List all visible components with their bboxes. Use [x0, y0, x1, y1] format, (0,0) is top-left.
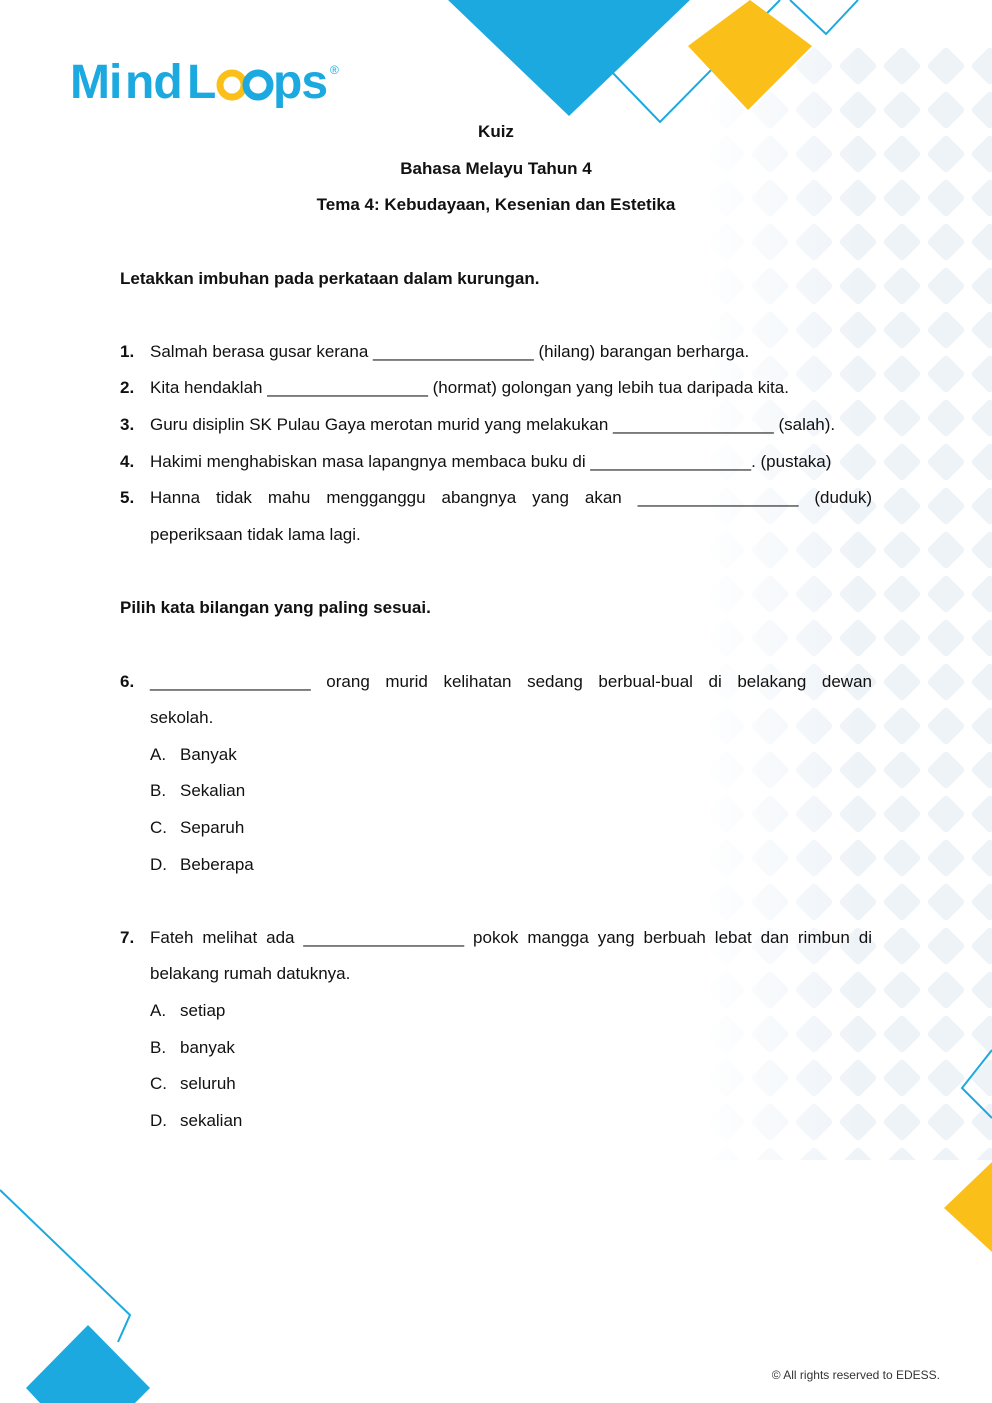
option-letter: C.	[150, 818, 167, 837]
option-text: seluruh	[180, 1074, 236, 1093]
question-number: 3.	[120, 415, 135, 434]
option-letter: C.	[150, 1074, 167, 1093]
bottom-blue-diamond	[26, 1325, 150, 1403]
option-6c	[150, 818, 244, 838]
option-letter: D.	[150, 1111, 167, 1130]
question-number: 6.	[120, 672, 135, 691]
question-text-line1: Hanna tidak mahu mengganggu abangnya yang akan _________________ (duduk)	[150, 488, 872, 507]
svg-text:L: L	[187, 56, 217, 109]
section1-instruction: Letakkan imbuhan pada perkataan dalam kurungan.	[120, 269, 540, 288]
option-text: sekalian	[180, 1111, 243, 1130]
question-text-line2: peperiksaan tidak lama lagi.	[150, 525, 361, 544]
question-text: Guru disiplin SK Pulau Gaya merotan murid yang melakukan _________________ (salah).	[150, 415, 836, 434]
question-number: 7.	[120, 928, 135, 947]
option-text: banyak	[180, 1038, 235, 1057]
subject-title: Bahasa Melayu Tahun 4	[400, 159, 592, 178]
question-text-line2: belakang rumah datuknya.	[150, 964, 351, 983]
question-text: Hakimi menghabiskan masa lapangnya membaca buku di _________________. (pustaka)	[150, 452, 832, 471]
option-letter: D.	[150, 855, 167, 874]
option-text: Banyak	[180, 745, 237, 764]
question-number: 5.	[120, 488, 135, 507]
option-7b	[150, 1038, 235, 1058]
question-text-line1: _________________ orang murid kelihatan sedang berbual-bual di belakang dewan	[150, 672, 872, 691]
right-yellow-shape	[944, 1162, 992, 1252]
option-letter: B.	[150, 781, 167, 800]
option-7c	[150, 1074, 236, 1094]
svg-text:Mi: Mi	[70, 56, 122, 109]
option-text: Separuh	[180, 818, 245, 837]
option-letter: A.	[150, 745, 167, 764]
mindloops-logo	[70, 52, 350, 114]
option-letter: B.	[150, 1038, 167, 1057]
option-text: setiap	[180, 1001, 226, 1020]
question-number: 2.	[120, 378, 135, 397]
svg-text:nd: nd	[125, 56, 182, 109]
question-number: 1.	[120, 342, 135, 361]
option-7a	[150, 1001, 225, 1021]
question-text-line1: Fateh melihat ada _________________ pokok mangga yang berbuah lebat dan rimbun di	[150, 928, 872, 947]
bottom-outline-shape	[0, 1190, 130, 1342]
theme-title: Tema 4: Kebudayaan, Kesenian dan Estetika	[316, 195, 676, 214]
svg-text:ps: ps	[273, 56, 328, 109]
option-text: Beberapa	[180, 855, 254, 874]
option-6d	[150, 855, 254, 875]
top-blue-shape	[448, 0, 690, 116]
question-text-line2: sekolah.	[150, 708, 214, 727]
option-6a	[150, 745, 237, 765]
option-7d	[150, 1111, 242, 1131]
section2-instruction: Pilih kata bilangan yang paling sesuai.	[120, 598, 431, 617]
option-letter: A.	[150, 1001, 167, 1020]
question-number: 4.	[120, 452, 135, 471]
svg-text:®: ®	[330, 63, 339, 77]
question-text: Salmah berasa gusar kerana _________________ (hilang) barangan berharga.	[150, 342, 750, 361]
quiz-title: Kuiz	[478, 122, 514, 141]
option-text: Sekalian	[180, 781, 246, 800]
copyright-footer: © All rights reserved to EDESS.	[771, 1368, 940, 1382]
question-text: Kita hendaklah _________________ (hormat) golongan yang lebih tua daripada kita.	[150, 378, 789, 397]
option-6b	[150, 781, 245, 801]
